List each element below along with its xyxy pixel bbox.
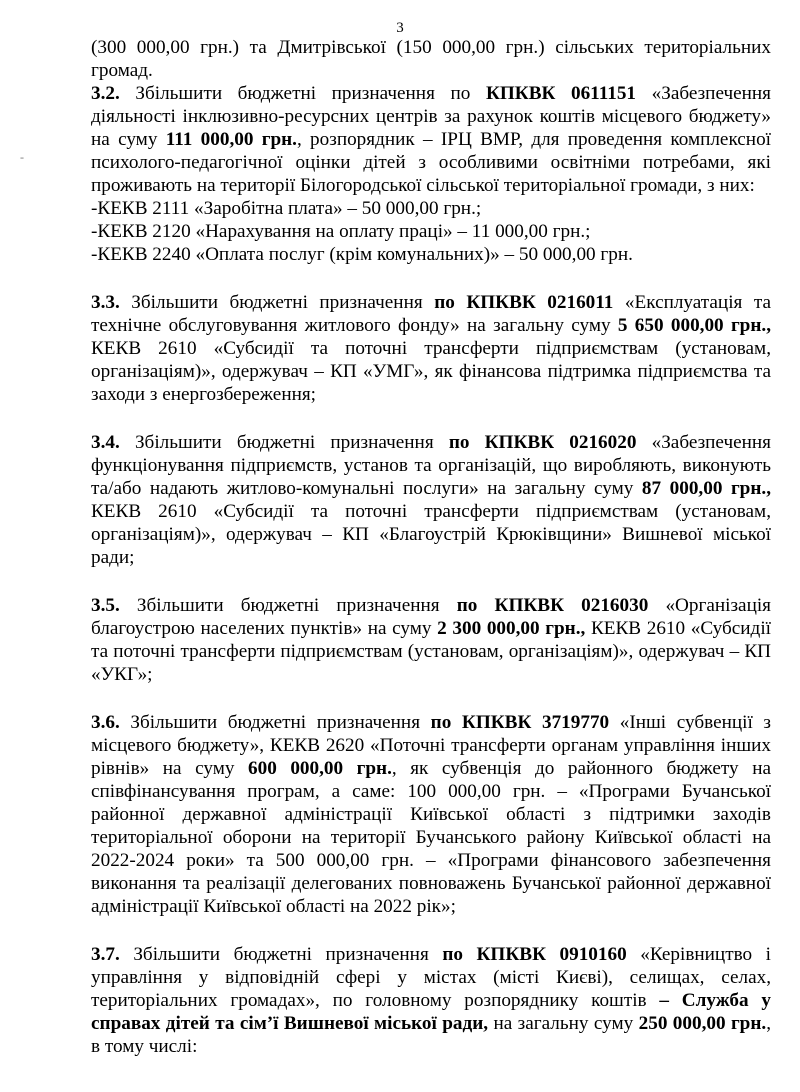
budget-code: КПКВК 0611151 <box>485 83 637 104</box>
intro-line-1: (300 000,00 грн.) та Дмитрівської (150 000,00 грн.) сільських територіальних <box>91 37 771 58</box>
section-3-2: 3.2. Збільшити бюджетні призначення по КПКВК 0611151 «Забезпечення діяльності інклюзивно-ресурсних центрів за рахунок коштів місцевого бюджету» на суму 111 000,00 грн., розпорядник – ІРЦ ВМР, для проведення комплексної психолого-педагогічної оцінки дітей з особливими освітніми потребами, які проживають на території Білогородської сільської територіальної громади, з них: <box>91 83 772 196</box>
section-3-7: 3.7. Збільшити бюджетні призначення по КПКВК 0910160 «Керівництво і управління у відповідній сфері у містах (місті Києві), селищах, селах, територіальних громадах», по головному розпоряднику коштів – Служба у справах дітей та сім’ї Вишневої міської ради, на загальну суму 250 000,00 грн., в тому числі: <box>91 944 772 1057</box>
budget-code: по КПКВК 0216011 <box>434 292 614 313</box>
section-3-3: 3.3. Збільшити бюджетні призначення по КПКВК 0216011 «Експлуатація та технічне обслуговування житлового фонду» на загальну суму 5 650 000,00 грн., КЕКВ 2610 «Субсидії та поточні трансферти підприємствам (установам, організаціям)», одержувач – КП «УМГ», як фінансова підтримка підприємства та заходи з енергозбереження; <box>91 292 771 405</box>
section-number: 3.2. <box>91 83 120 104</box>
list-item: -КЕКВ 2240 «Оплата послуг (крім комунальних)» – 50 000,00 грн. <box>91 244 633 265</box>
amount: 87 000,00 грн., <box>641 478 771 499</box>
amount: 111 000,00 грн. <box>165 129 297 150</box>
section-number: 3.6. <box>91 712 120 733</box>
intro-line-2: громад. <box>91 60 153 81</box>
section-3-5: 3.5. Збільшити бюджетні призначення по КПКВК 0216030 «Організація благоустрою населених пунктів» на суму 2 300 000,00 грн., КЕКВ 2610 «Субсидії та поточні трансферти підприємствам (установам, організаціям)», одержувач – КП «УКГ»; <box>91 595 771 685</box>
amount: 5 650 000,00 грн., <box>617 315 771 336</box>
amount: 250 000,00 грн. <box>638 1013 767 1034</box>
section-number: 3.7. <box>91 944 120 965</box>
budget-code: по КПКВК 0216020 <box>448 432 637 453</box>
section-number: 3.3. <box>91 292 120 313</box>
intro-paragraph <box>91 36 771 82</box>
page-number: 3 <box>396 20 404 36</box>
section-3-4: 3.4. Збільшити бюджетні призначення по КПКВК 0216020 «Забезпечення функціонування підприємств, установ та організацій, що виробляють, виконують та/або надають житлово-комунальні послуги» на загальну суму 87 000,00 грн., КЕКВ 2610 «Субсидії та поточні трансферти підприємствам (установам, організаціям)», одержувач – КП «Благоустрій Крюківщини» Вишневої міської ради; <box>91 432 771 568</box>
budget-code: по КПКВК 3719770 <box>430 712 610 733</box>
section-number: 3.4. <box>91 432 120 453</box>
amount: 600 000,00 грн. <box>248 758 392 779</box>
budget-code: по КПКВК 0910160 <box>442 944 627 965</box>
section-3-6: 3.6. Збільшити бюджетні призначення по КПКВК 3719770 «Інші субвенції з місцевого бюджету», КЕКВ 2620 «Поточні трансферти органам управління інших рівнів» на суму 600 000,00 грн., як субвенція до районного бюджету на співфінансування програм, а саме: 100 000,00 грн. – «Програми Бучанської районної державної адміністрації Київської області з підтримки заходів територіальної оборони на території Бучанського району Київської області на 2022-2024 роки» та 500 000,00 грн. – «Програми фінансового забезпечення виконання та реалізації делегованих повноважень Бучанської районної державної адміністрації Київської області на 2022 рік»; <box>91 712 771 917</box>
list-item: -КЕКВ 2120 «Нарахування на оплату праці» – 11 000,00 грн.; <box>91 221 591 242</box>
list-item: -КЕКВ 2111 «Заробітна плата» – 50 000,00 грн.; <box>91 198 482 219</box>
recipient: – Служба у справах дітей та сім’ї Вишневої міської ради, <box>91 990 772 1034</box>
budget-code: по КПКВК 0216030 <box>456 595 649 616</box>
amount: 2 300 000,00 грн., <box>437 618 586 639</box>
margin-mark: - <box>20 150 24 164</box>
section-number: 3.5. <box>91 595 120 616</box>
document-body <box>91 36 771 1058</box>
